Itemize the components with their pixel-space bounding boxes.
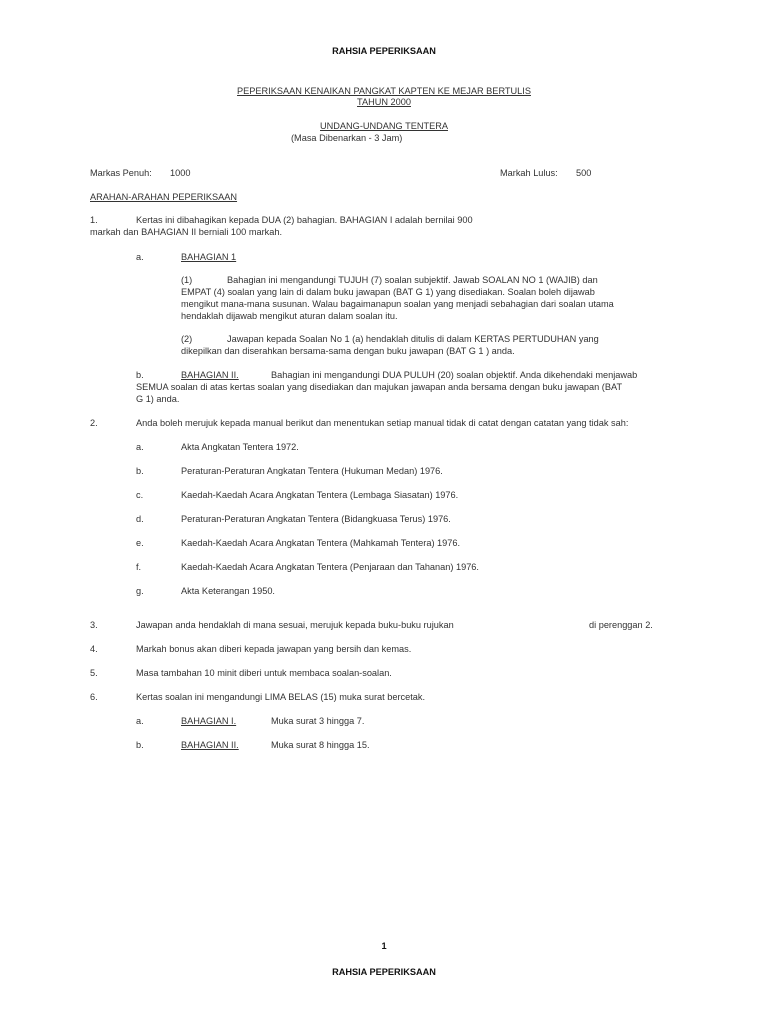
item1-text-line2: markah dan BAHAGIAN II berniali 100 markah.: [90, 227, 283, 237]
item5-number: 5.: [90, 668, 98, 678]
item4-text: Markah bonus akan diberi kepada jawapan yang bersih dan kemas.: [136, 644, 412, 654]
item5-text: Masa tambahan 10 minit diberi untuk membaca soalan-soalan.: [136, 668, 392, 678]
manual-letter-f: f.: [136, 562, 142, 572]
manual-item-f: Kaedah-Kaedah Acara Angkatan Tentera (Penjaraan dan Tahanan) 1976.: [181, 562, 479, 572]
item1a-heading: BAHAGIAN 1: [181, 252, 237, 262]
header-classification: RAHSIA PEPERIKSAAN: [332, 46, 436, 56]
item2-text: Anda boleh merujuk kepada manual berikut dan menentukan setiap manual tidak di catat dengan catatan yang tidak sah:: [136, 418, 629, 428]
item1b-line1: Bahagian ini mengandungi DUA PULUH (20) soalan objektif. Anda dikehendaki menjawab: [271, 370, 638, 380]
item4-number: 4.: [90, 644, 98, 654]
exam-title: PEPERIKSAAN KENAIKAN PANGKAT KAPTEN KE MEJAR BERTULIS: [237, 86, 531, 96]
manual-item-d: Peraturan-Peraturan Angkatan Tentera (Bidangkuasa Terus) 1976.: [181, 514, 451, 524]
manual-item-g: Akta Keterangan 1950.: [181, 586, 275, 596]
item6b-text: Muka surat 8 hingga 15.: [271, 740, 370, 750]
exam-year: TAHUN 2000: [357, 97, 411, 107]
exam-duration: (Masa Dibenarkan - 3 Jam): [291, 133, 403, 143]
item1b-line2: SEMUA soalan di atas kertas soalan yang disediakan dan majukan jawapan anda bersama dengan buku jawapan (BAT: [136, 382, 623, 392]
item6-text: Kertas soalan ini mengandungi LIMA BELAS (15) muka surat bercetak.: [136, 692, 426, 702]
manual-item-c: Kaedah-Kaedah Acara Angkatan Tentera (Lembaga Siasatan) 1976.: [181, 490, 459, 500]
item6-number: 6.: [90, 692, 98, 702]
manual-letter-a: a.: [136, 442, 144, 452]
pass-marks-label: Markah Lulus:: [500, 168, 558, 178]
item1a-letter: a.: [136, 252, 144, 262]
manual-item-e: Kaedah-Kaedah Acara Angkatan Tentera (Mahkamah Tentera) 1976.: [181, 538, 461, 548]
item3-number: 3.: [90, 620, 98, 630]
page-number: 1: [381, 941, 387, 951]
item6a-text: Muka surat 3 hingga 7.: [271, 716, 365, 726]
exam-subject: UNDANG-UNDANG TENTERA: [320, 121, 448, 131]
item1b-letter: b.: [136, 370, 144, 380]
item1a-p1-line4: hendaklah dijawab mengikut aturan dalam soalan itu.: [181, 311, 398, 321]
manual-letter-c: c.: [136, 490, 144, 500]
instructions-heading: ARAHAN-ARAHAN PEPERIKSAAN: [90, 192, 238, 202]
manual-letter-d: d.: [136, 514, 144, 524]
footer-classification: RAHSIA PEPERIKSAAN: [332, 967, 436, 977]
manual-item-b: Peraturan-Peraturan Angkatan Tentera (Hukuman Medan) 1976.: [181, 466, 443, 476]
item6b-heading: BAHAGIAN II.: [181, 740, 239, 750]
full-marks-label: Markas Penuh:: [90, 168, 152, 178]
item1b-line3: G 1) anda.: [136, 394, 180, 404]
manual-letter-g: g.: [136, 586, 144, 596]
item1-text-line1: Kertas ini dibahagikan kepada DUA (2) bahagian. BAHAGIAN I adalah bernilai 900: [136, 215, 473, 225]
item1a-p2-number: (2): [181, 334, 193, 344]
item1b-heading: BAHAGIAN II.: [181, 370, 239, 380]
item2-number: 2.: [90, 418, 98, 428]
item6a-letter: a.: [136, 716, 144, 726]
item1-number: 1.: [90, 215, 98, 225]
item1a-p2-line2: dikepilkan dan diserahkan bersama-sama dengan buku jawapan (BAT G 1 ) anda.: [181, 346, 515, 356]
item1a-p1-line2: EMPAT (4) soalan yang lain di dalam buku jawapan (BAT G 1) yang disediakan. Soalan boleh dijawab: [181, 287, 595, 297]
item1a-p1-number: (1): [181, 275, 193, 285]
item3-text-end: di perenggan 2.: [589, 620, 653, 630]
item1a-p1-line1: Bahagian ini mengandungi TUJUH (7) soalan subjektif. Jawab SOALAN NO 1 (WAJIB) dan: [227, 275, 598, 285]
full-marks-value: 1000: [170, 168, 191, 178]
manual-letter-b: b.: [136, 466, 144, 476]
item1a-p2-line1: Jawapan kepada Soalan No 1 (a) hendaklah ditulis di dalam KERTAS PERTUDUHAN yang: [227, 334, 599, 344]
item6a-heading: BAHAGIAN I.: [181, 716, 237, 726]
manual-letter-e: e.: [136, 538, 144, 548]
pass-marks-value: 500: [576, 168, 592, 178]
item6b-letter: b.: [136, 740, 144, 750]
item3-text: Jawapan anda hendaklah di mana sesuai, merujuk kepada buku-buku rujukan: [136, 620, 454, 630]
item1a-p1-line3: mengikut mana-mana susunan. Walau bagaimanapun soalan yang menjadi sebahagian dari soalan utama: [181, 299, 614, 309]
manual-item-a: Akta Angkatan Tentera 1972.: [181, 442, 299, 452]
